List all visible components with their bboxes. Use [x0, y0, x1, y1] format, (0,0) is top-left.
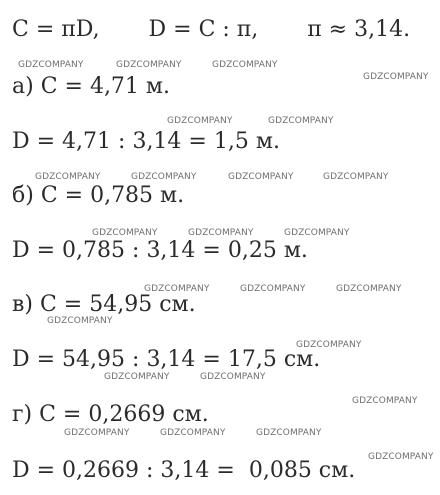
watermark: GDZCOMPANY	[200, 372, 266, 382]
item-a-result: D = 4,71 : 3,14 = 1,5 м.	[12, 129, 280, 154]
item-d-result: D = 0,2669 : 3,14 = 0,085 см.	[12, 458, 356, 483]
watermark: GDZCOMPANY	[352, 396, 418, 406]
watermark: GDZCOMPANY	[284, 228, 350, 238]
watermark: GDZCOMPANY	[228, 172, 294, 182]
item-b-given: б) C = 0,785 м.	[12, 183, 185, 208]
item-a-given: а) C = 4,71 м.	[12, 74, 171, 99]
watermark: GDZCOMPANY	[92, 228, 158, 238]
formula-header: C = πD, D = C : π, π ≈ 3,14.	[12, 17, 411, 42]
watermark: GDZCOMPANY	[167, 116, 233, 126]
watermark: GDZCOMPANY	[212, 60, 278, 70]
watermark: GDZCOMPANY	[323, 172, 389, 182]
watermark: GDZCOMPANY	[131, 172, 197, 182]
item-d-given: г) C = 0,2669 см.	[12, 402, 209, 427]
watermark: GDZCOMPANY	[116, 60, 182, 70]
watermark: GDZCOMPANY	[18, 60, 84, 70]
item-c-result: D = 54,95 : 3,14 = 17,5 см.	[12, 347, 321, 372]
watermark: GDZCOMPANY	[144, 284, 210, 294]
watermark: GDZCOMPANY	[268, 116, 334, 126]
watermark: GDZCOMPANY	[104, 372, 170, 382]
watermark: GDZCOMPANY	[64, 428, 130, 438]
watermark: GDZCOMPANY	[240, 284, 306, 294]
watermark: GDZCOMPANY	[296, 340, 362, 350]
item-c-given: в) C = 54,95 см.	[12, 292, 196, 317]
watermark: GDZCOMPANY	[160, 428, 226, 438]
watermark: GDZCOMPANY	[35, 172, 101, 182]
watermark: GDZCOMPANY	[47, 316, 113, 326]
item-b-result: D = 0,785 : 3,14 = 0,25 м.	[12, 238, 308, 263]
watermark: GDZCOMPANY	[336, 284, 402, 294]
watermark: GDZCOMPANY	[256, 428, 322, 438]
watermark: GDZCOMPANY	[188, 228, 254, 238]
watermark: GDZCOMPANY	[368, 452, 434, 462]
watermark: GDZCOMPANY	[363, 72, 429, 82]
